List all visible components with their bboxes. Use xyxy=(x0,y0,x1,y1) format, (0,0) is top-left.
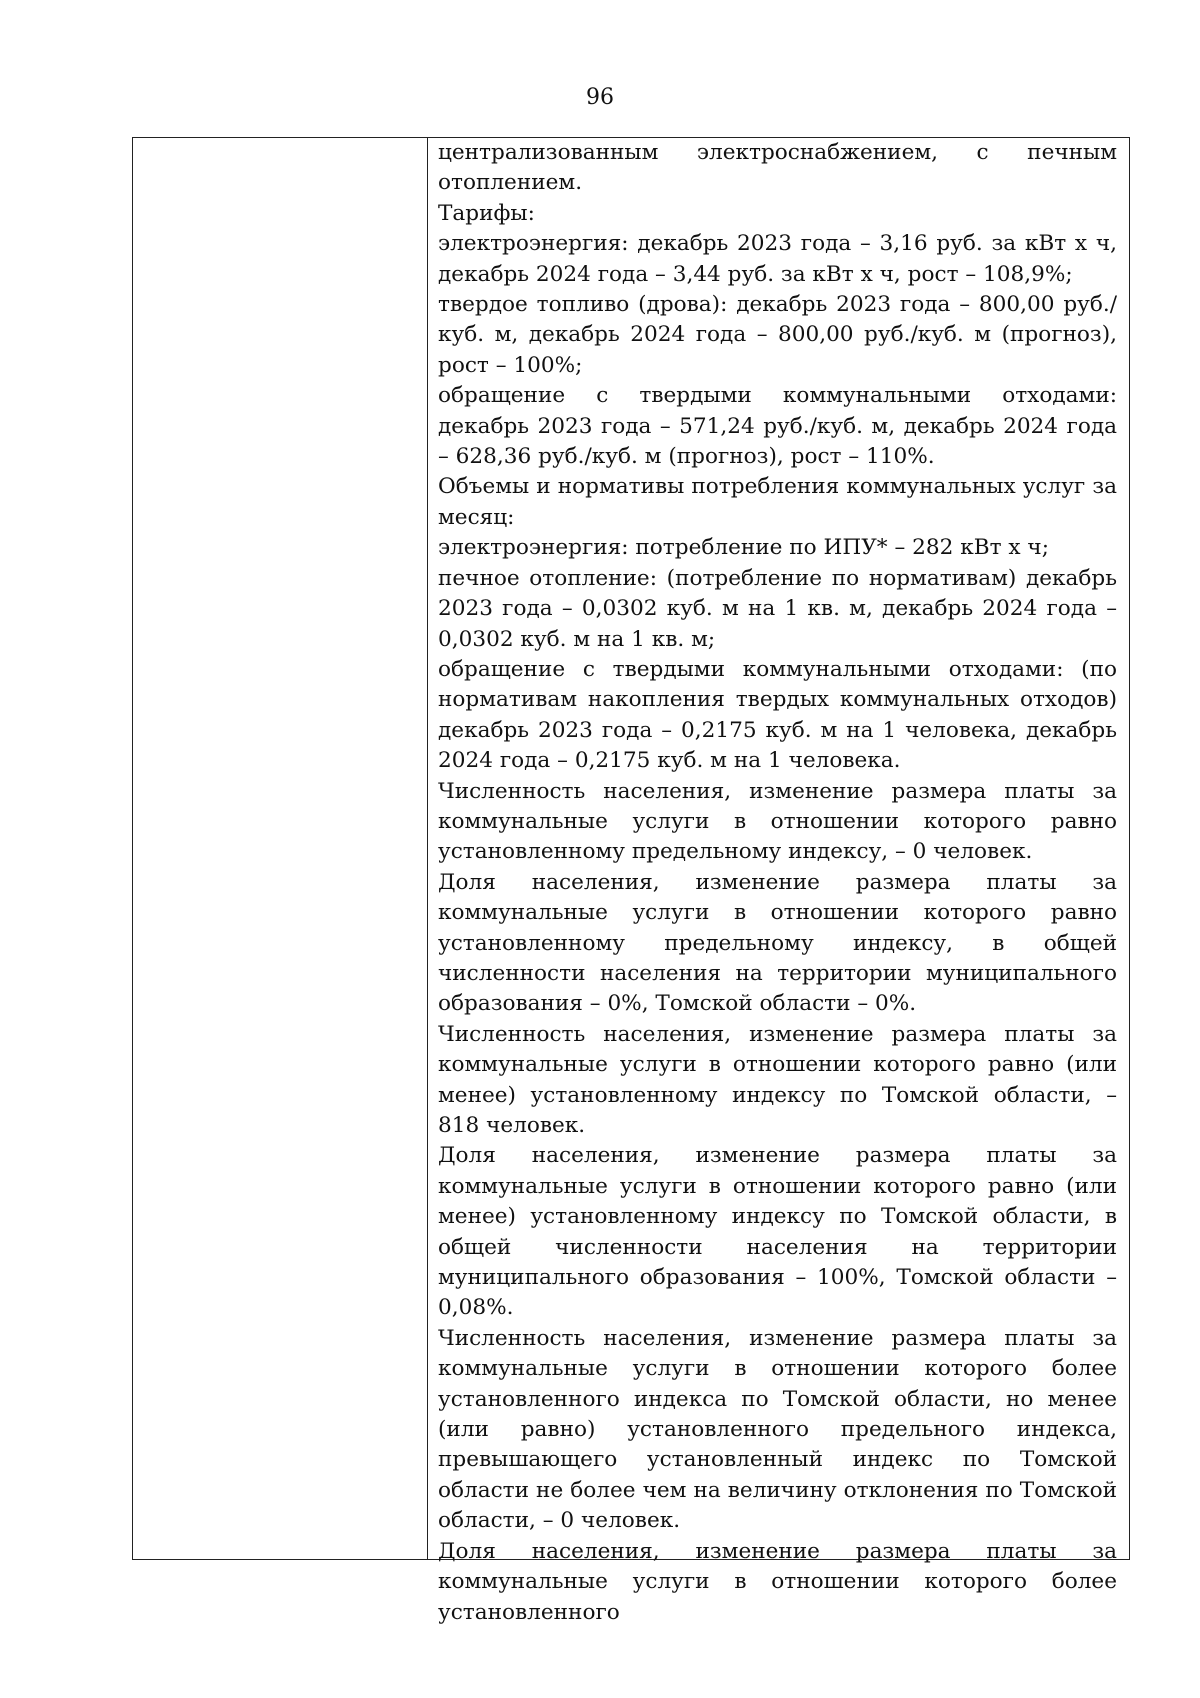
paragraph-supply-type: централизованным электроснабжением, с печным отоплением. xyxy=(438,140,1117,196)
paragraph-volume-electricity: электроэнергия: потребление по ИПУ* – 282 кВт х ч; xyxy=(438,535,1049,561)
paragraph-share-equal-limit: Доля населения, изменение размера платы за коммунальные услуги в отношении которого равно установленному предельному индексу, в общей численности населения на территории муниципального образования – 0%, Томской области – 0%. xyxy=(438,869,1117,1017)
paragraph-tariff-electricity: электроэнергия: декабрь 2023 года – 3,16 руб. за кВт х ч, декабрь 2024 года – 3,44 руб. за кВт х ч, рост – 108,9%; xyxy=(438,231,1117,287)
table-cell-right xyxy=(428,138,1130,1625)
paragraph-tariff-waste: обращение с твердыми коммунальными отходами: декабрь 2023 года – 571,24 руб./куб. м, декабрь 2024 года – 628,36 руб./куб. м (прогноз), рост – 110%. xyxy=(438,383,1117,470)
cell-text-block xyxy=(438,138,1117,1625)
paragraph-volumes-heading: Объемы и нормативы потребления коммунальных услуг за месяц: xyxy=(438,474,1117,530)
paragraph-tariffs-heading: Тарифы: xyxy=(438,200,535,226)
table-cell-left xyxy=(133,138,428,1560)
page-number: 96 xyxy=(586,85,614,110)
document-table xyxy=(132,137,1130,1625)
paragraph-share-below-index: Доля населения, изменение размера платы за коммунальные услуги в отношении которого равно (или менее) установленному индексу по Томской области, в общей численности населения на территории муниципального образования – 100%, Томской области – 0,08%. xyxy=(438,1143,1117,1321)
paragraph-volume-waste: обращение с твердыми коммунальными отходами: (по нормативам накопления твердых коммунальных отходов) декабрь 2023 года – 0,2175 куб. м на 1 человека, декабрь 2024 года – 0,2175 куб. м на 1 человека. xyxy=(438,656,1117,774)
paragraph-volume-stove-heating: печное отопление: (потребление по нормативам) декабрь 2023 года – 0,0302 куб. м на 1 кв. м, декабрь 2024 года – 0,0302 куб. м на 1 кв. м; xyxy=(438,565,1117,652)
paragraph-population-below-index: Численность населения, изменение размера платы за коммунальные услуги в отношении которого равно (или менее) установленному индексу по Томской области, – 818 человек. xyxy=(438,1021,1117,1138)
paragraph-share-above-index: Доля населения, изменение размера платы за коммунальные услуги в отношении которого более установленного xyxy=(438,1538,1117,1625)
paragraph-population-equal-limit: Численность населения, изменение размера платы за коммунальные услуги в отношении которого равно установленному предельному индексу, – 0 человек. xyxy=(438,778,1117,865)
table-row xyxy=(133,138,1130,1560)
paragraph-tariff-solid-fuel: твердое топливо (дрова): декабрь 2023 года – 800,00 руб./куб. м, декабрь 2024 года – 800,00 руб./куб. м (прогноз), рост – 100%; xyxy=(438,292,1117,378)
paragraph-population-above-index: Численность населения, изменение размера платы за коммунальные услуги в отношении которого более установленного индекса по Томской области, но менее (или равно) установленного предельного индекса, превышающего установленный индекс по Томской области не более чем на величину отклонения по Томской области, – 0 человек. xyxy=(438,1325,1117,1534)
